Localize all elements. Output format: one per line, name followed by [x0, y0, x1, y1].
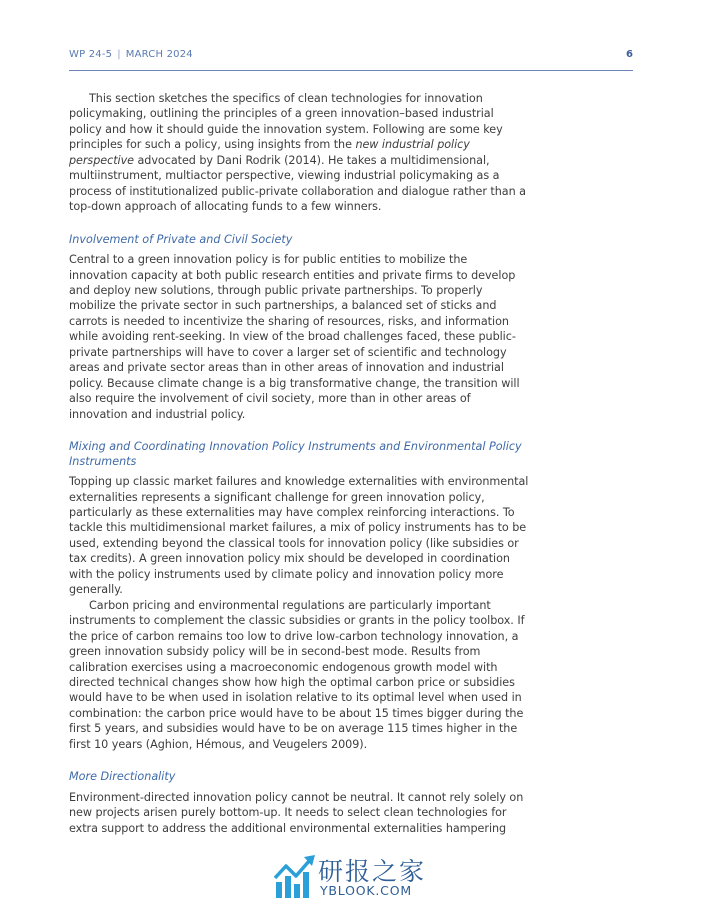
rising-bar-chart-icon [274, 854, 316, 898]
section-mixing-coordinating [69, 440, 529, 752]
doc-id: WP 24-5 [69, 49, 113, 60]
section-directionality [69, 770, 529, 836]
section-heading: Mixing and Coordinating Innovation Policy Instruments and Environmental Policy Instruments [69, 440, 522, 468]
intro-text-2: advocated by Dani Rodrik (2014). He takes a multidimensional, multiinstrument, multiactor perspective, viewing industrial policymaking as a process of institutionalized public-private collaboration and dialogue rather than a top-down approach of allocating funds to a few winners. [69, 153, 526, 214]
running-header [69, 49, 633, 69]
section-paragraph: Central to a green innovation policy is for public entities to mobilize the innovation capacity at both public research entities and private firms to develop and deploy new solutions, through public private partnerships. To properly mobilize the private sector in such partnerships, a balanced set of sticks and carrots is needed to incentivize the sharing of resources, risks, and information while avoiding rent-seeking. In view of the broad challenges faced, these public-private partnerships will have to cover a larger set of scientific and technology areas and private sector areas than in other areas of innovation and industrial policy. Because climate change is a big transformative change, the transition will also require the involvement of civil society, more than in other areas of innovation and industrial policy. [69, 253, 520, 421]
watermark-logo [274, 852, 454, 902]
page-number: 6 [626, 49, 633, 60]
doc-date: MARCH 2024 [125, 49, 193, 60]
section-heading: Involvement of Private and Civil Society [69, 232, 293, 246]
intro-emphasis: new industrial policy perspective [69, 138, 470, 167]
intro-text-1: This section sketches the specifics of clean technologies for innovation policymaking, outlining the principles of a green innovation–based industrial policy and how it should guide the innovation system. Following are some key principles for such a policy, using insights from the [69, 92, 503, 152]
watermark-chinese-name: 研报之家 [318, 857, 427, 886]
section-heading: More Directionality [69, 770, 176, 784]
page-body [69, 91, 529, 836]
watermark-domain: YBLOOK.COM [320, 883, 412, 898]
header-doc-info [69, 49, 193, 60]
header-separator: | [117, 49, 121, 60]
section-involvement [69, 233, 529, 422]
section-paragraph: Carbon pricing and environmental regulations are particularly important instruments to complement the classic subsidies or grants in the policy toolbox. If the price of carbon remains too low to drive low-carbon technology innovation, a green innovation subsidy policy will be in second-best mode. Results from calibration exercises using a macroeconomic endogenous growth model with directed technical changes show how high the optimal carbon price or subsidies would have to be when used in isolation relative to its optimal level when used in combination: the carbon price would have to be about 15 times bigger during the first 5 years, and subsidies would have to be on average 115 times higher in the first 10 years (Aghion, Hémous, and Veugelers 2009). [69, 598, 525, 751]
section-paragraph: Environment-directed innovation policy cannot be neutral. It cannot rely solely on new projects arisen purely bottom-up. It needs to select clean technologies for extra support to address the additional environmental externalities hampering [69, 790, 524, 835]
section-paragraph: Topping up classic market failures and knowledge externalities with environmental externalities represents a significant challenge for green innovation policy, particularly as these externalities may have complex reinforcing interactions. To tackle this multidimensional market failures, a mix of policy instruments has to be used, extending beyond the classical tools for innovation policy (like subsidies or tax credits). A green innovation policy mix should be developed in coordination with the policy instruments used by climate policy and innovation policy more generally. [69, 475, 529, 597]
header-divider [69, 70, 633, 71]
intro-paragraph [69, 91, 529, 215]
